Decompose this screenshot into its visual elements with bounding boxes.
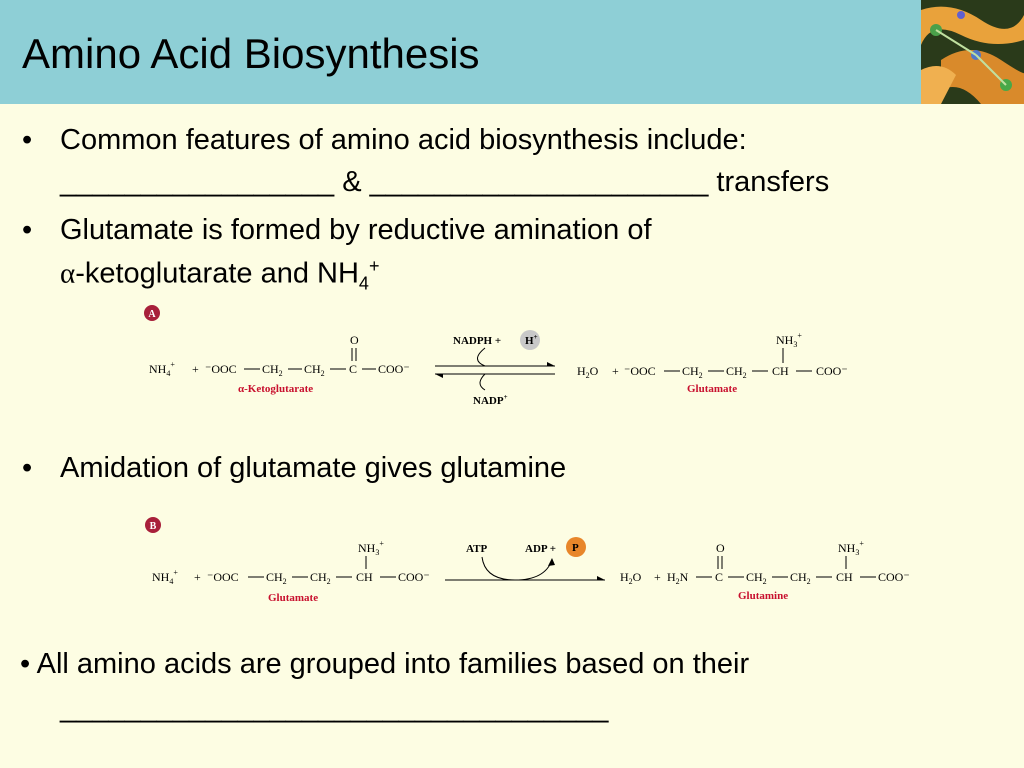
svg-text:COO⁻: COO⁻ xyxy=(398,570,430,584)
carbon: C xyxy=(349,362,358,376)
nh4: NH xyxy=(149,362,167,376)
subscript: 4 xyxy=(358,273,369,294)
phosphate: P xyxy=(572,542,579,554)
bullet-1-line2: _________________ & _____________________ transfers xyxy=(60,166,830,198)
reaction-figure-b xyxy=(140,512,930,624)
svg-text:COO⁻: COO⁻ xyxy=(816,364,848,378)
svg-text:CH: CH xyxy=(356,570,373,584)
bullet-4-line2: __________________________________ xyxy=(60,692,609,724)
svg-text:O: O xyxy=(716,541,725,555)
svg-text:NADP+: NADP+ xyxy=(473,393,508,407)
superscript: + xyxy=(368,256,380,276)
svg-text:⁻OOC: ⁻OOC xyxy=(624,364,656,378)
nadph: NADPH + xyxy=(453,335,502,347)
alpha-symbol: α xyxy=(60,257,76,290)
svg-text:CH2: $CH_2$ xyxy=(304,362,325,378)
product-label: Glutamate xyxy=(687,383,738,395)
svg-text:⁻OOC: ⁻OOC xyxy=(207,570,239,584)
nadp: NADP xyxy=(473,395,504,407)
water: H xyxy=(577,364,586,378)
plus: + xyxy=(192,362,199,376)
svg-text:+: + xyxy=(654,570,661,584)
svg-text:CH2: $CH_2$ xyxy=(682,364,703,380)
svg-text:CH2: $CH_2$ xyxy=(726,364,747,380)
svg-text:H+: H+ xyxy=(525,333,538,347)
svg-text:C: C xyxy=(715,570,724,584)
ooc: ⁻OOC xyxy=(205,362,237,376)
svg-text:NH3+: $NH_3^+$ xyxy=(776,331,802,349)
bullet-1-text: Common features of amino acid biosynthesis include: xyxy=(60,124,747,156)
bullet-dot: • xyxy=(22,124,33,156)
bullet-2-text2: -ketoglutarate and NH xyxy=(75,257,359,290)
adp: ADP + xyxy=(525,543,557,555)
svg-text:H2N: $H_2N$ xyxy=(667,570,689,586)
badge-b: B xyxy=(149,521,157,532)
oxygen: O xyxy=(350,333,359,347)
bullet-dot: • xyxy=(22,452,33,484)
svg-text:CH: CH xyxy=(772,364,789,378)
bullet-dot: • xyxy=(22,214,33,246)
amine: H xyxy=(667,570,676,584)
svg-text:CH2: $CH_2$ xyxy=(262,362,283,378)
svg-text:COO⁻: COO⁻ xyxy=(878,570,910,584)
reaction-figure-a xyxy=(140,300,880,415)
atp: ATP xyxy=(466,543,488,555)
svg-text:H2O: $H_2O$ xyxy=(577,364,599,380)
title-bar xyxy=(0,0,1024,104)
glutamate-label: Glutamate xyxy=(268,592,319,604)
svg-text:CH2: $CH_2$ xyxy=(746,570,767,586)
svg-text:+: + xyxy=(612,364,619,378)
bullet-2-text: Glutamate is formed by reductive amination of xyxy=(60,214,652,246)
bullet-2-line2 xyxy=(60,256,379,294)
svg-text:H2O: $H_2O$ xyxy=(620,570,642,586)
svg-text:NH4+: $NH_4^+$ xyxy=(149,360,175,378)
glutamine-label: Glutamine xyxy=(738,590,789,602)
svg-text:NH3+: $NH_3^+$ xyxy=(838,539,864,557)
svg-text:CH: CH xyxy=(836,570,853,584)
svg-text:+: + xyxy=(194,570,201,584)
svg-text:NH4+: $NH_4^+$ xyxy=(152,568,178,586)
slide-title: Amino Acid Biosynthesis xyxy=(22,30,480,77)
svg-text:NH3+: $NH_3^+$ xyxy=(358,539,384,557)
substrate-label: α-Ketoglutarate xyxy=(238,383,314,395)
svg-text:CH2: $CH_2$ xyxy=(790,570,811,586)
coo: COO⁻ xyxy=(378,362,410,376)
bullet-3-text: Amidation of glutamate gives glutamine xyxy=(60,452,567,484)
badge-a: A xyxy=(148,309,156,320)
svg-text:CH2: $CH_2$ xyxy=(266,570,287,586)
bullet-4 xyxy=(20,648,749,681)
svg-text:CH2: $CH_2$ xyxy=(310,570,331,586)
molecule-image xyxy=(921,0,1024,104)
bullet-4-text: • All amino acids are grouped into families based on their xyxy=(20,648,750,680)
